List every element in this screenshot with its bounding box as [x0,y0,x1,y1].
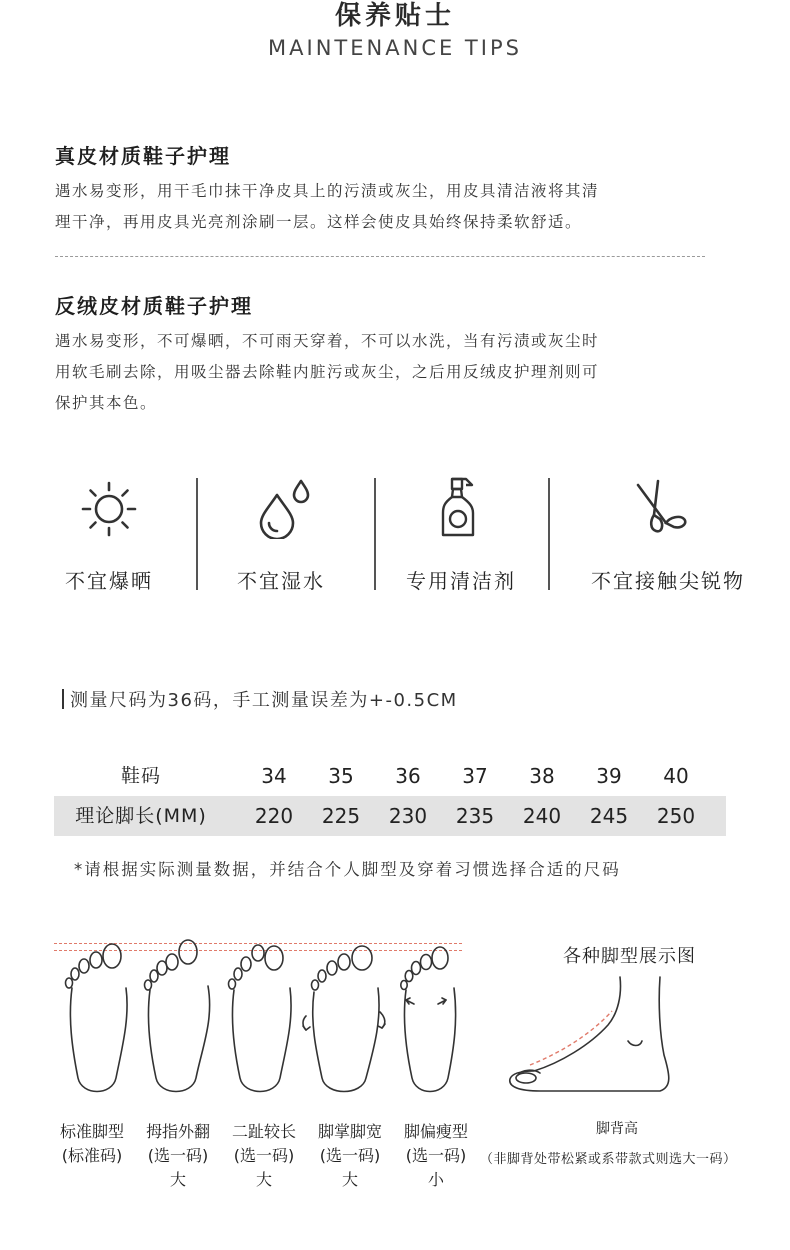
instep-height-dash [530,1011,612,1065]
care-label-sharp: 不宜接触尖锐物 [591,569,745,593]
size-row-length [54,796,726,836]
suede-heading: 反绒皮材质鞋子护理 [55,294,253,318]
leather-heading: 真皮材质鞋子护理 [55,144,231,168]
foot-type-extra: 小 [427,1170,444,1189]
foot-type-name: 二趾较长 [231,1122,296,1141]
leather-paragraph [55,176,715,238]
foot-type-name: 脚掌脚宽 [317,1122,382,1141]
foot-type-extra: 大 [255,1170,272,1189]
profile-caption: 脚背高 [596,1121,638,1137]
foot-type-extra: 大 [169,1170,186,1189]
high-instep-foot-illustration [500,975,690,1100]
profile-title: 各种脚型展示图 [563,946,696,967]
foot-type-advice: (选一码) [233,1146,295,1165]
scissors-icon [630,475,694,541]
foot-type-advice: (标准码) [61,1146,123,1165]
page-title: 保养贴士 [334,1,455,31]
leather-line-2: 理干净，再用皮具光亮剂涂刷一层。这样会使皮具始终保持柔软舒适。 [55,213,583,231]
icon-divider-1 [196,478,198,590]
size-cell: 39 [596,764,622,788]
size-cell: 34 [261,764,287,788]
size-footnote: *请根据实际测量数据，并结合个人脚型及穿着习惯选择合适的尺码 [74,860,621,879]
suede-line-2: 用软毛刷去除，用吸尘器去除鞋内脏污或灰尘，之后用反绒皮护理剂则可 [55,363,600,381]
length-cell: 230 [388,804,428,828]
sun-icon [77,475,141,539]
measure-bar-marker [62,689,64,709]
size-table [54,756,726,836]
length-cell: 225 [321,804,361,828]
water-drops-icon [255,475,315,539]
care-label-cleaner: 专用清洁剂 [406,569,516,593]
foot-outline-bunion [145,940,210,1092]
care-icons-row [0,475,790,595]
foot-type-name: 脚偏瘦型 [403,1122,468,1141]
size-row-shoe [54,756,726,796]
section-divider [55,256,705,257]
foot-type-slim [394,1120,478,1192]
foot-type-standard [50,1120,134,1168]
length-cell: 240 [522,804,562,828]
foot-type-advice: (选一码) [319,1146,381,1165]
measure-note [62,686,458,712]
care-label-water: 不宜湿水 [237,569,325,593]
size-cell: 35 [328,764,354,788]
length-row-label: 理论脚长(MM) [75,805,207,827]
care-item-sun [50,475,168,595]
size-cell: 37 [462,764,488,788]
length-cell: 235 [455,804,495,828]
care-item-water [225,475,337,595]
foot-type-extra: 大 [341,1170,358,1189]
size-row-label: 鞋码 [120,765,161,787]
measure-note-text: 测量尺码为36码，手工测量误差为+-0.5CM [70,690,458,711]
leather-line-1: 遇水易变形，用干毛巾抹干净皮具上的污渍或灰尘，用皮具清洁液将其清 [55,182,600,200]
foot-types-illustration [50,938,470,1103]
foot-type-name: 标准脚型 [59,1122,124,1141]
care-item-cleaner [396,475,526,595]
foot-outline-wide [303,946,385,1092]
spray-bottle-icon [438,475,484,541]
foot-type-long-toe [222,1120,306,1192]
foot-outline-long-toe [229,945,292,1092]
profile-note: （非脚背处带松紧或系带款式则选大一码） [480,1152,737,1167]
care-item-sharp [578,475,758,595]
foot-outline-slim [401,947,456,1092]
length-cell: 245 [589,804,629,828]
foot-type-advice: (选一码) [405,1146,467,1165]
length-cell: 250 [656,804,696,828]
size-cell: 40 [663,764,689,788]
foot-outline-standard [66,944,128,1092]
foot-type-wide [308,1120,392,1192]
icon-divider-2 [374,478,376,590]
page-subtitle: MAINTENANCE TIPS [268,36,522,60]
suede-line-1: 遇水易变形，不可爆晒，不可雨天穿着，不可以水洗，当有污渍或灰尘时 [55,332,600,350]
length-cell: 220 [254,804,294,828]
suede-line-3: 保护其本色。 [55,394,158,412]
size-cell: 36 [395,764,421,788]
foot-type-name: 拇指外翻 [145,1122,210,1141]
suede-paragraph [55,326,715,419]
icon-divider-3 [548,478,550,590]
size-cell: 38 [529,764,555,788]
foot-type-advice: (选一码) [147,1146,209,1165]
foot-type-bunion [136,1120,220,1192]
care-label-sun: 不宜爆晒 [65,569,153,593]
